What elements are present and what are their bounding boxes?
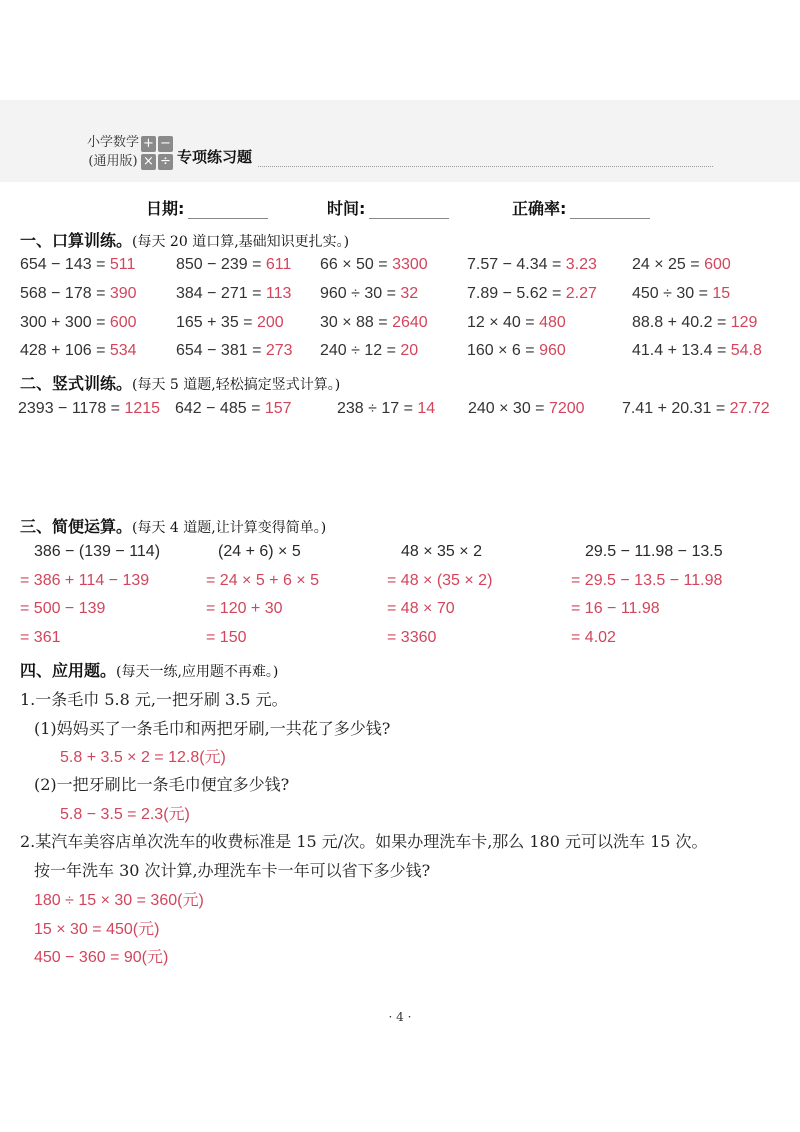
problem2-stem-line1: 2.某汽车美容店单次洗车的收费标准是 15 元/次。如果办理洗车卡,那么 180 元可以洗车 15 次。 [20, 832, 708, 851]
section2-note: (每天 5 道题,轻松搞定竖式计算。) [132, 377, 341, 393]
oral-item: 850 − 239 = 611 [176, 256, 292, 273]
oral-item: 88.8 + 40.2 = 129 [632, 314, 758, 331]
oral-item: 384 − 271 = 113 [176, 285, 292, 302]
oral-item: 160 × 6 = 960 [467, 342, 566, 359]
simplify-step: = 16 − 11.98 [571, 600, 660, 617]
brand-line1: 小学数学 [86, 135, 139, 150]
problem2-work-line: 180 ÷ 15 × 30 = 360(元) [34, 892, 204, 909]
header-divider [258, 166, 713, 167]
problem1-question2: (2)一把牙刷比一条毛巾便宜多少钱? [34, 775, 290, 794]
oral-item: 450 ÷ 30 = 15 [632, 285, 731, 302]
vertical-item: 642 − 485 = 157 [175, 400, 292, 417]
simplify-problem: (24 + 6) × 5 [218, 543, 301, 560]
simplify-step: = 3360 [387, 629, 437, 646]
minus-icon: − [158, 136, 173, 152]
oral-item: 654 − 381 = 273 [176, 342, 293, 359]
section1-title: 一、口算训练。 [20, 231, 133, 250]
divide-icon: ÷ [158, 154, 173, 170]
simplify-step: = 150 [206, 629, 247, 646]
top-margin [0, 0, 800, 100]
problem2-work-line: 15 × 30 = 450(元) [34, 921, 160, 938]
plus-icon: + [141, 136, 156, 152]
problem1-answer1: 5.8 + 3.5 × 2 = 12.8(元) [60, 749, 226, 766]
simplify-step: = 500 − 139 [20, 600, 106, 617]
simplify-step: = 48 × (35 × 2) [387, 572, 493, 589]
oral-item: 240 ÷ 12 = 20 [320, 342, 419, 359]
section4-heading [20, 658, 278, 681]
simplify-problem: 48 × 35 × 2 [401, 543, 482, 560]
time-label: 时间: [327, 199, 366, 218]
simplify-step: = 24 × 5 + 6 × 5 [206, 572, 319, 589]
problem1-answer2: 5.8 − 3.5 = 2.3(元) [60, 806, 190, 823]
accuracy-label: 正确率: [512, 199, 567, 218]
oral-item: 428 + 106 = 534 [20, 342, 137, 359]
section3-note: (每天 4 道题,让计算变得简单。) [132, 520, 327, 536]
problem2-work-line: 450 − 360 = 90(元) [34, 949, 169, 966]
time-field [327, 196, 449, 219]
section4-title: 四、应用题。 [20, 661, 117, 680]
section1-heading [20, 228, 349, 251]
oral-item: 12 × 40 = 480 [467, 314, 566, 331]
oral-item: 41.4 + 13.4 = 54.8 [632, 342, 762, 359]
oral-item: 300 + 300 = 600 [20, 314, 137, 331]
simplify-step: = 29.5 − 13.5 − 11.98 [571, 572, 723, 589]
vertical-item: 240 × 30 = 7200 [468, 400, 585, 417]
accuracy-blank [570, 204, 650, 219]
oral-item: 165 + 35 = 200 [176, 314, 284, 331]
date-field [146, 196, 268, 219]
oral-item: 960 ÷ 30 = 32 [320, 285, 419, 302]
simplify-step: = 120 + 30 [206, 600, 283, 617]
oral-item: 66 × 50 = 3300 [320, 256, 428, 273]
section3-title: 三、简便运算。 [20, 517, 133, 536]
section3-heading [20, 514, 326, 537]
oral-item: 654 − 143 = 511 [20, 256, 136, 273]
simplify-step: = 386 + 114 − 139 [20, 572, 150, 589]
oral-item: 30 × 88 = 2640 [320, 314, 428, 331]
accuracy-field [512, 196, 650, 219]
problem1-stem: 1.一条毛巾 5.8 元,一把牙刷 3.5 元。 [20, 690, 288, 709]
oral-item: 7.57 − 4.34 = 3.23 [467, 256, 597, 273]
page-title: 专项练习题 [177, 148, 253, 166]
section1-note: (每天 20 道口算,基础知识更扎实。) [132, 234, 350, 250]
page-number: · 4 · [388, 1010, 412, 1024]
problem2-stem-line2: 按一年洗车 30 次计算,办理洗车卡一年可以省下多少钱? [34, 861, 431, 880]
section2-heading [20, 371, 340, 394]
vertical-item: 2393 − 1178 = 1215 [18, 400, 161, 417]
vertical-item: 238 ÷ 17 = 14 [337, 400, 436, 417]
simplify-problem: 386 − (139 − 114) [34, 543, 161, 560]
brand-line2: (通用版) [88, 154, 138, 169]
simplify-step: = 48 × 70 [387, 600, 455, 617]
simplify-problem: 29.5 − 11.98 − 13.5 [585, 543, 723, 560]
multiply-icon: × [141, 154, 156, 170]
time-blank [369, 204, 449, 219]
simplify-step: = 361 [20, 629, 61, 646]
date-blank [188, 204, 268, 219]
section2-title: 二、竖式训练。 [20, 374, 133, 393]
oral-item: 7.89 − 5.62 = 2.27 [467, 285, 597, 302]
simplify-step: = 4.02 [571, 629, 616, 646]
vertical-item: 7.41 + 20.31 = 27.72 [622, 400, 770, 417]
oral-item: 24 × 25 = 600 [632, 256, 731, 273]
operator-logo [141, 136, 173, 170]
date-label: 日期: [146, 199, 185, 218]
problem1-question1: (1)妈妈买了一条毛巾和两把牙刷,一共花了多少钱? [34, 719, 391, 738]
brand-label [78, 133, 148, 171]
oral-item: 568 − 178 = 390 [20, 285, 137, 302]
section4-note: (每天一练,应用题不再难。) [116, 664, 279, 680]
